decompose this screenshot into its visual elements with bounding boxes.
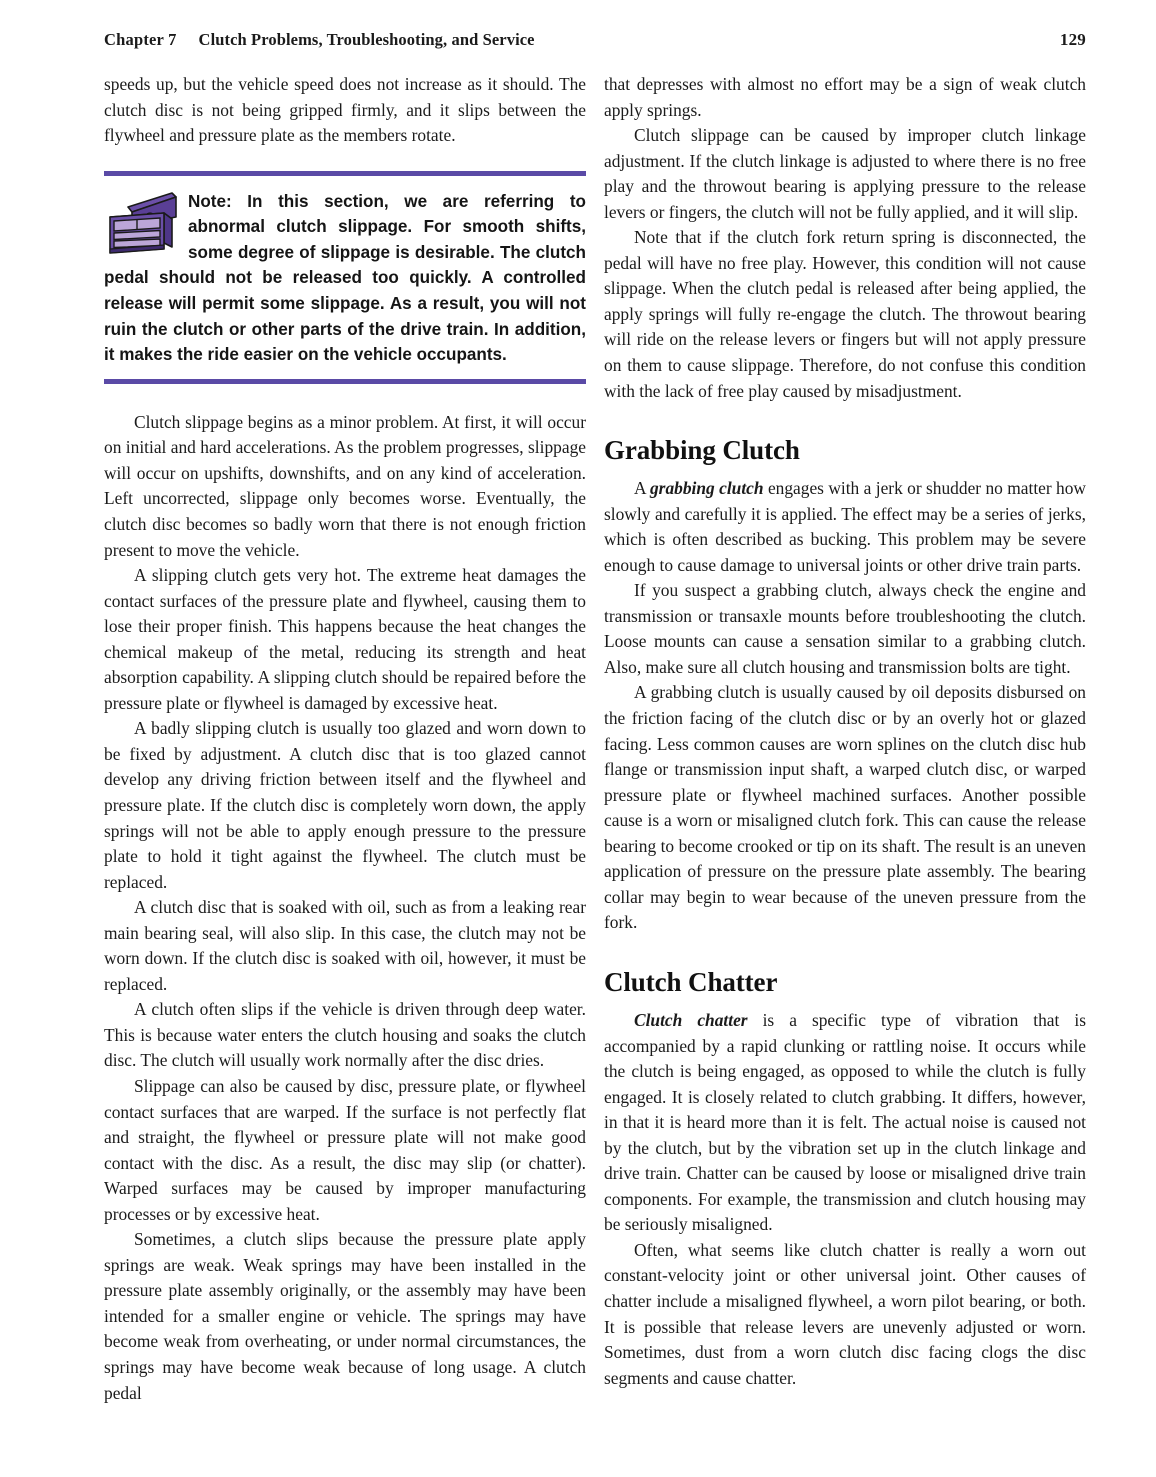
- note-rule-top: [104, 171, 586, 176]
- paragraph-rest: engages with a jerk or shudder no matter how slowly and carefully it is applied. The effect may be a series of jerks, which is often described as bucking. This problem may be severe enough to cause damage to universal joints or other drive train parts.: [604, 478, 1086, 575]
- heading-spacer-after: [604, 998, 1086, 1008]
- paragraph-rest: is a specific type of vibration that is accompanied by a rapid clunking or rattling noise. It occurs while the clutch is being engaged, as opposed to while the clutch is fully engaged. It is closely related to clutch grabbing. It differs, however, in that it is heard more than it is felt. The actual noise is caused not by the clutch, but by the vibration set up in the clutch linkage and drive train. Chatter can be caused by loose or misaligned drive train components. For example, the transmission and clutch housing may be seriously misaligned.: [604, 1009, 1086, 1235]
- paragraph: Often, what seems like clutch chatter is really a worn out constant-velocity joint or other universal joint. Other causes of chatter include a misaligned flywheel, a worn pilot bearing, or both. It is possible that release levers are unevenly adjusted or worn. Sometimes, dust from a worn clutch disc facing clogs the disc segments and cause chatter.: [604, 1239, 1086, 1388]
- paragraph-continued-right: that depresses with almost no effort may be a sign of weak clutch apply springs.: [604, 74, 1086, 120]
- defined-term: Clutch chatter: [634, 1009, 748, 1030]
- paragraph-lead: A: [634, 478, 650, 499]
- toolbox-icon: [106, 191, 178, 257]
- note-spacer-top: [104, 149, 586, 171]
- heading-spacer-before: [604, 404, 1086, 434]
- section-heading-clutch-chatter: Clutch Chatter: [604, 966, 778, 997]
- two-column-body: [104, 72, 1086, 1432]
- paragraph-continued-left: speeds up, but the vehicle speed does not increase as it should. The clutch disc is not being gripped firmly, and it slips between the flywheel and pressure plate as the members rotate.: [104, 74, 586, 146]
- left-column: [104, 72, 586, 1432]
- paragraph-with-term: [604, 1008, 1086, 1238]
- paragraph: If you suspect a grabbing clutch, always check the engine and transmission or transaxle mounts before troubleshooting the clutch. Loose mounts can cause a sensation similar to a grabbing clutch. Also, make sure all clutch housing and transmission bolts are tight.: [604, 580, 1086, 677]
- paragraph: Note that if the clutch fork return spring is disconnected, the pedal will have no free play. However, this condition will not cause slippage. When the clutch pedal is released after being applied, the apply springs will fully re-engage the clutch. The throwout bearing will ride on the release levers or fingers but will not apply pressure on them to cause slippage. Therefore, do not confuse this condition with the lack of free play caused by misadjustment.: [604, 227, 1086, 401]
- running-head-chapter: Chapter 7: [104, 30, 177, 49]
- paragraph: Clutch slippage can be caused by improper clutch linkage adjustment. If the clutch linkage is adjusted to where there is no free play and the throwout bearing is applying pressure to the release levers or fingers, the clutch will not be fully applied, and it will slip.: [604, 125, 1086, 222]
- paragraph: A clutch often slips if the vehicle is driven through deep water. This is because water enters the clutch housing and soaks the clutch disc. The clutch will usually work normally after the disc dries.: [104, 999, 586, 1071]
- note-body-wrap: [104, 189, 586, 368]
- paragraph: Slippage can also be caused by disc, pressure plate, or flywheel contact surfaces that are warped. If the surface is not perfectly flat and straight, the flywheel or pressure plate will not make good contact with the disc. As a result, the disc may slip (or chatter). Warped surfaces may be caused by improper manufacturing processes or by excessive heat.: [104, 1076, 586, 1224]
- heading-spacer-after: [604, 466, 1086, 476]
- right-column: [604, 72, 1086, 1432]
- note-rule-bottom: [104, 379, 586, 384]
- running-head-title: Clutch Problems, Troubleshooting, and Service: [198, 30, 535, 49]
- heading-spacer-before: [604, 936, 1086, 966]
- defined-term: grabbing clutch: [649, 478, 764, 499]
- paragraph: A slipping clutch gets very hot. The extreme heat damages the contact surfaces of the pressure plate and flywheel, causing them to lose their proper finish. This happens because the heat changes the chemical makeup of the metal, reducing its strength and heat absorption capability. A slipping clutch should be repaired before the pressure plate or flywheel is damaged by excessive heat.: [104, 565, 586, 713]
- running-head: [104, 30, 1086, 56]
- paragraph: Sometimes, a clutch slips because the pressure plate apply springs are weak. Weak springs may have been installed in the pressure plate assembly originally, or the assembly may have been intended for a smaller engine or vehicle. The springs may have become weak from overheating, or under normal circumstances, the springs may have become weak because of long usage. A clutch pedal: [104, 1229, 586, 1403]
- paragraph: A clutch disc that is soaked with oil, such as from a leaking rear main bearing seal, will also slip. In this case, the clutch may not be worn down. If the clutch disc is soaked with oil, however, it must be replaced.: [104, 897, 586, 994]
- section-heading-grabbing-clutch: Grabbing Clutch: [604, 435, 800, 466]
- paragraph-with-term: [604, 476, 1086, 578]
- paragraph: A grabbing clutch is usually caused by oil deposits disbursed on the friction facing of the clutch disc or by an overly hot or glazed facing. Less common causes are worn splines on the clutch disc hub flange or transmission input shaft, a warped clutch disc, or warped pressure plate or flywheel machined surfaces. Another possible cause is a worn or misaligned clutch fork. This can cause the release bearing to become crooked or tip on its shaft. The result is an uneven application of pressure on the pressure plate assembly. The bearing collar may begin to wear because of the uneven pressure from the fork.: [604, 682, 1086, 933]
- note-spacer-bottom: [104, 384, 586, 410]
- note-text: Note: In this section, we are referring to abnormal clutch slippage. For smooth shifts, some degree of slippage is desirable. The clutch pedal should not be released too quickly. A controlled release will permit some slippage. As a result, you will not ruin the clutch or other parts of the drive train. In addition, it makes the ride easier on the vehicle occupants.: [104, 191, 586, 365]
- paragraph: Clutch slippage begins as a minor problem. At first, it will occur on initial and hard accelerations. As the problem progresses, slippage will occur on upshifts, downshifts, and on any kind of acceleration. Left uncorrected, slippage only becomes worse. Eventually, the clutch disc becomes so badly worn that there is not enough friction present to move the vehicle.: [104, 411, 586, 560]
- note-callout-box: [104, 171, 586, 384]
- paragraph: A badly slipping clutch is usually too glazed and worn down to be fixed by adjustment. A clutch disc that is too glazed cannot develop any driving friction between itself and the flywheel and pressure plate. If the clutch disc is completely worn down, the apply springs will not be able to apply enough pressure to the pressure plate to hold it tight against the flywheel. The clutch must be replaced.: [104, 718, 586, 892]
- page-number: 129: [1059, 30, 1086, 49]
